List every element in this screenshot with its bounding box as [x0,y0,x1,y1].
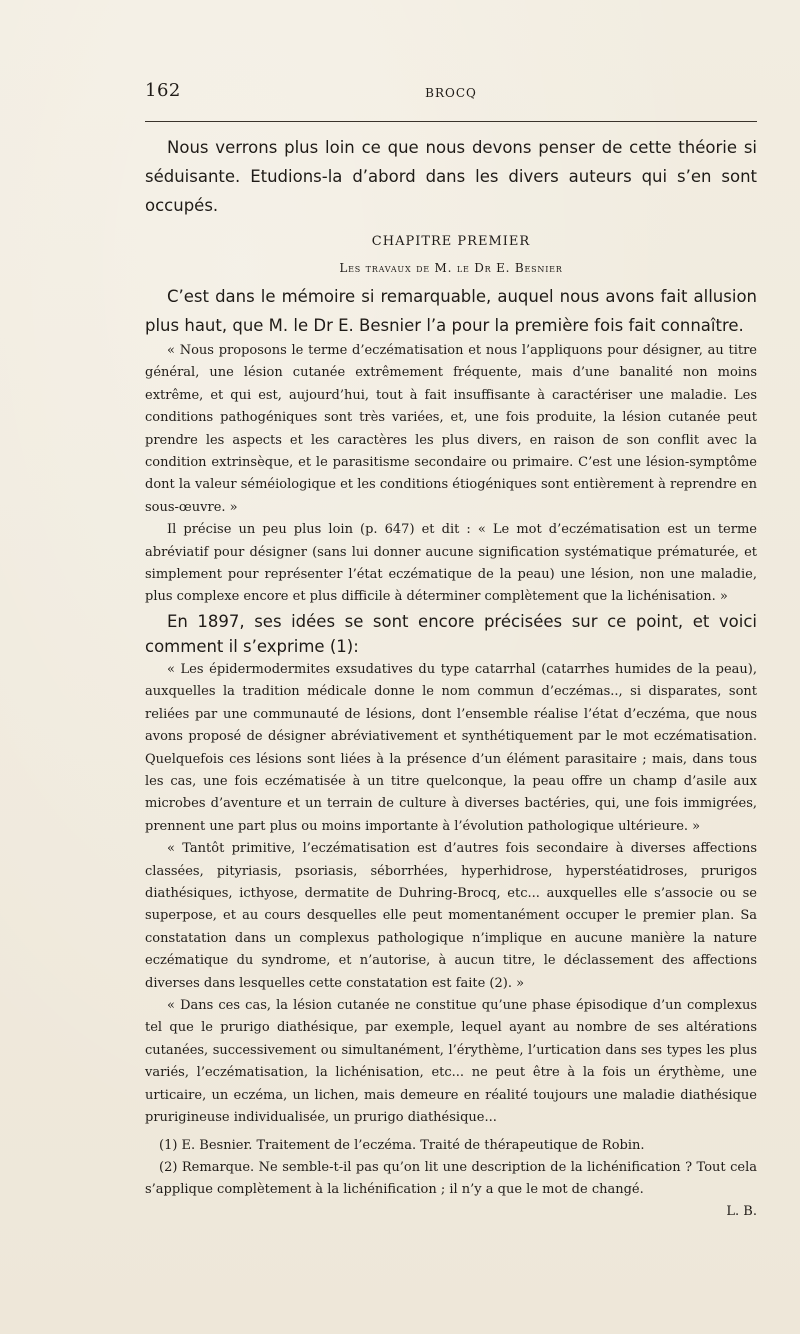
footnote-signature: L. B. [726,1204,757,1219]
main-text [145,133,757,1129]
intro-paragraph: Nous verrons plus loin ce que nous devons penser de cette théorie si séduisante. Etudions-la d’abord dans les divers auteurs qui s’en sont occupés. [145,138,757,215]
quote-2: « Les épidermodermites exsudatives du type catarrhal (catarrhes humides de la peau), auxquelles la tradition médicale donne le nom commun d’eczémas.., si disparates, sont reliées par une communauté de lésions, dont l’ensemble réalise l’état d’eczéma, que nous avons proposé de désigner abréviativement et synthétiquement par le mot eczématisation. Quelquefois ces lésions sont liées à la présence d’un élément parasitaire ; mais, dans tous les cas, une fois eczématisée à un titre quelconque, la peau offre un champ d’asile aux microbes d’aventure et un terrain de culture à diverses bactéries, qui, une fois immigrées, prennent une part plus ou moins importante à l’évolution pathologique ultérieure. » [145,661,757,834]
quote-1: « Nous proposons le terme d’eczématisation et nous l’appliquons pour désigner, au titre général, une lésion cutanée extrêmement fréquente, mais d’une banalité non moins extrême, et qui est, aujourd’hui, tout à fait insuffisante à caractériser une maladie. Les conditions pathogéniques sont très variées, et, une fois produite, la lésion cutanée peut prendre les aspects et les caractères les plus divers, en raison de son conflit avec la condition extrinsèque, et le parasitisme secondaire ou primaire. C’est une lésion-symptôme dont la valeur séméiologique et les conditions étiogéniques sont entièrement à reprendre en sous-œuvre. » [145,343,757,515]
footnote-2: (2) Remarque. Ne semble-t-il pas qu’on lit une description de la lichénification ? Tout cela s’applique complètement à la lichénification ; il n’y a que le mot de changé. [145,1160,757,1197]
quote-3: « Tantôt primitive, l’eczématisation est d’autres fois secondaire à diverses affections classées, pityriasis, psoriasis, séborrhées, hyperhidrose, hyperstéatidroses, prurigos diathésiques, icthyose, dermatite de Duhring-Brocq, etc... auxquelles elle s’associe ou se superpose, et au cours desquelles elle peut momentanément occuper le premier plan. Sa constatation dans un complexus pathologique n’implique en aucune manière la nature eczématique du syndrome, et n’autorise, à aucun titre, le déclassement des affections diverses dans lesquelles cette constatation est faite (2). » [145,841,757,991]
header-rule [145,121,757,122]
chapter-subtitle: Les travaux de M. le Dr E. Besnier [339,261,563,275]
quote-4: « Dans ces cas, la lésion cutanée ne constitue qu’une phase épisodique d’un complexus tel que le prurigo diathésique, par exemple, lequel ayant au nombre de ses altérations cutanées, successivement ou simultanément, l’érythème, l’urtication dans ses types les plus variés, l’eczématisation, la lichénisation, etc... ne peut être à la fois un érythème, une urticaire, un eczéma, un lichen, mais demeure en réalité toujours une maladie diathésique prurigineuse individualisée, un prurigo diathésique... [145,997,757,1125]
footnote-signature-row [145,1201,757,1223]
paragraph-2: Il précise un peu plus loin (p. 647) et dit : « Le mot d’eczématisation est un terme abréviatif pour désigner (sans lui donner aucune signification systématique prématurée, et simplement pour représenter l’état eczématique de la peau) une lésion, non une maladie, plus complexe encore et plus difficile à déterminer complètement que la lichénisation. » [145,522,757,605]
footnote-1: (1) E. Besnier. Traitement de l’eczéma. Traité de thérapeutique de Robin. [159,1138,645,1153]
page-number: 162 [145,80,181,101]
running-title: BROCQ [425,86,477,100]
chapter-title: CHAPITRE PREMIER [371,234,531,249]
paragraph-3: En 1897, ses idées se sont encore précisées sur ce point, et voici comment il s’exprime (1): [145,611,757,656]
page-header [145,80,757,110]
footnotes [145,1135,757,1223]
paragraph-1: C’est dans le mémoire si remarquable, auquel nous avons fait allusion plus haut, que M. le Dr E. Besnier l’a pour la première fois fait connaître. [145,287,757,335]
